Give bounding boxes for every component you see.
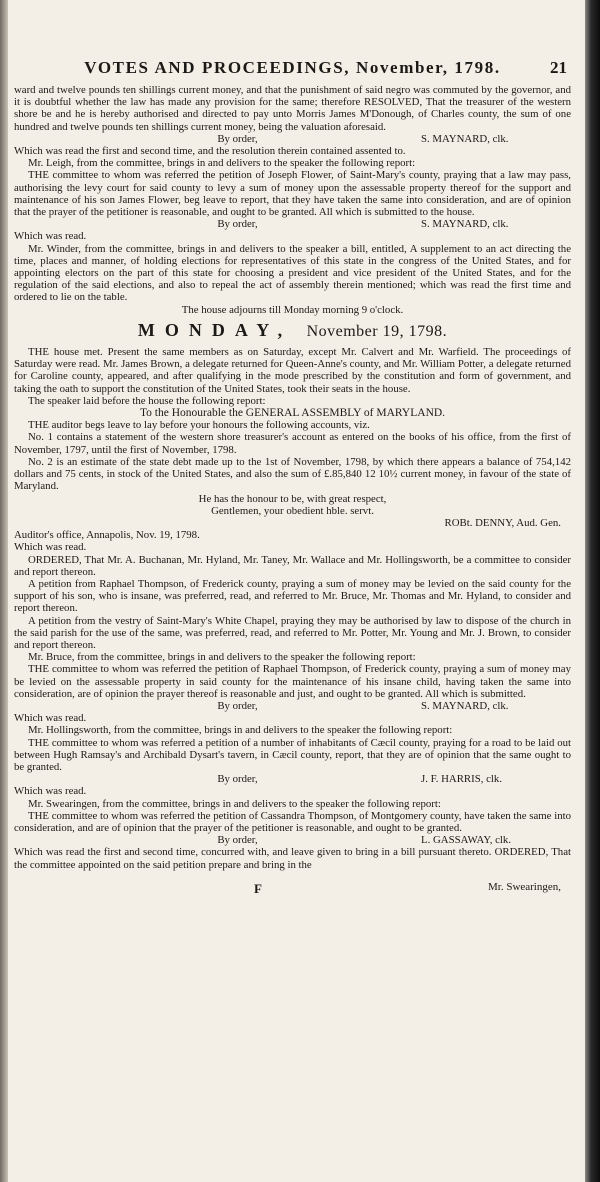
clerk-name: J. F. HARRIS, clk. <box>421 773 503 786</box>
running-head: VOTES AND PROCEEDINGS, November, 1798. <box>84 58 501 77</box>
letter-closing: He has the honour to be, with great respect, <box>198 492 387 505</box>
paragraph: A petition from the vestry of Saint-Mary's White Chapel, praying they may be authorised by law to dispose of the church in the said parish for the use of the same, was preferred, read, and referred to Mr. Potter, Mr. Young and Mr. J. Brown, to consider and report thereon. <box>14 614 571 651</box>
paragraph: THE committee to whom was referred the petition of Cassandra Thompson, of Montgomery county, have taken the same into consideration, and are of opinion that the prayer of the petitioner is reasonable, and ought to be granted. <box>14 809 571 834</box>
by-order: By order, <box>217 132 258 145</box>
catchword: Mr. Swearingen, <box>487 880 561 893</box>
by-order: By order, <box>217 773 258 786</box>
day-name: MONDAY, <box>137 319 293 340</box>
paragraph: THE committee to whom was referred the petition of Raphael Thompson, of Frederick county, praying a sum of money may be levied on the assessable property in said county for the maintenance of his insane child, having taken the same into consideration, are of opinion the prayer thereof is reasonable and just, and ought to be granted. All which is submitted. <box>14 663 571 700</box>
signature-line <box>14 773 571 785</box>
paragraph: A petition from Raphael Thompson, of Frederick county, praying a sum of money may be levied on the said county for the support of his son, who is insane, was preferred, read, and referred to Mr. Bruce, Mr. Thomas and Mr. Hyland, to consider and report thereon. <box>14 577 571 615</box>
clerk-name: S. MAYNARD, clk. <box>421 218 509 231</box>
binding-gutter <box>0 0 8 1182</box>
page-header <box>14 58 571 84</box>
signature-line <box>14 218 571 230</box>
paragraph: No. 1 contains a statement of the western shore treasurer's account as entered on the books of his office, from the first of November, 1797, until the first of November, 1798. <box>14 431 571 456</box>
by-order: By order, <box>217 699 258 712</box>
paragraph: Mr. Bruce, from the committee, brings in and delivers to the speaker the following report: <box>28 651 416 664</box>
paragraph: No. 2 is an estimate of the state debt made up to the 1st of November, 1798, by which there appears a balance of 754,142 dollars and 75 cents, in stock of the United States, and also the sum of £.85,840 12 10½ current money, in favour of the state of Maryland. <box>14 455 571 493</box>
paragraph: Which was read. <box>14 541 87 554</box>
letter-address: To the Honourable the GENERAL ASSEMBLY of MARYLAND. <box>139 407 446 420</box>
page-edge-shadow <box>585 0 600 1182</box>
day-heading <box>14 319 571 340</box>
paragraph: THE house met. Present the same members as on Saturday, except Mr. Calvert and Mr. Warfield. The proceedings of Saturday were read. Mr. James Brown, a delegate returned for Queen-Anne's county, and Mr. William Potter, a delegate returned for Caroline county, appeared, and after qualifying in the mode prescribed by the constitution and form of government, and taking the oath to support the constitution of the United States, took their seats in the house. <box>14 346 571 395</box>
page-footer <box>14 881 571 897</box>
paragraph: Which was read the first and second time, and the resolution therein contained assented to. <box>14 145 406 158</box>
page-number: 21 <box>550 58 567 77</box>
paragraph: Mr. Swearingen, from the committee, brings in and delivers to the speaker the following report: <box>28 797 441 810</box>
by-order: By order, <box>217 834 258 847</box>
paragraph: Which was read the first and second time, concurred with, and leave given to bring in a bill pursuant thereto. ORDERED, That the committee appointed on the said petition prepare and bring in the <box>14 846 571 871</box>
paragraph: THE committee to whom was referred a petition of a number of inhabitants of Cæcil county, praying for a road to be laid out between Hugh Ramsay's and Archibald Dysart's tavern, in Cæcil county, report, that they are of opinion that the same ought to be granted. <box>14 736 571 773</box>
paragraph: THE committee to whom was referred the petition of Joseph Flower, of Saint-Mary's county, praying that a law may pass, authorising the levy court for said county to levy a sum of money upon the assessable property thereof for the support and maintenance of his son James Flower, beg leave to report, that they have taken the same into consideration, and are of opinion that the prayer of the petitioner is reasonable, and ought to be granted. All which is submitted to the house. <box>14 169 571 219</box>
letter-closing: Gentlemen, your obedient hble. servt. <box>211 504 374 517</box>
paragraph: Mr. Leigh, from the committee, brings in and delivers to the speaker the following report: <box>28 157 416 170</box>
body-text <box>14 84 571 871</box>
paragraph: Mr. Hollingsworth, from the committee, brings in and delivers to the speaker the following report: <box>28 724 453 737</box>
signature-mark: F <box>254 880 262 896</box>
paragraph: Which was read. <box>14 785 87 798</box>
paragraph: ward and twelve pounds ten shillings current money, and that the punishment of said negro was commuted by the governor, and it is doubtful whether the law has made any provision for the same; therefore RESOLVED, That the treasurer of the western shore be and he is hereby authorised and directed to pay unto Morris James M'Donough, of Charles county, the sum of one hundred and twelve pounds ten shillings current money, being the valuation aforesaid. <box>14 84 571 133</box>
signature-line <box>14 834 571 846</box>
adjournment-line: The house adjourns till Monday morning 9 o'clock. <box>181 303 404 316</box>
paragraph: The speaker laid before the house the following report: <box>28 394 266 407</box>
paragraph: THE auditor begs leave to lay before your honours the following accounts, viz. <box>28 419 370 432</box>
day-date: November 19, 1798. <box>306 322 448 340</box>
paragraph: ORDERED, That Mr. A. Buchanan, Mr. Hyland, Mr. Taney, Mr. Wallace and Mr. Hollingsworth, be a committee to consider and report thereon. <box>14 553 571 578</box>
clerk-name: L. GASSAWAY, clk. <box>421 834 512 847</box>
paragraph: Which was read. <box>14 230 87 243</box>
signature-line <box>14 133 571 145</box>
clerk-name: S. MAYNARD, clk. <box>421 132 509 145</box>
paragraph: Which was read. <box>14 712 87 725</box>
signature-line <box>14 700 571 712</box>
paragraph: Mr. Winder, from the committee, brings in and delivers to the speaker a bill, entitled, A supplement to an act directing the time, places and manner, of holding elections for representatives of this state in the congress of the United States, and for appointing electors on the part of this state for choosing a president and vice president of the United States, and for the regulation of the said elections, and also to repeal the act of assembly therein mentioned; which was read the first time and ordered to lie on the table. <box>14 242 571 304</box>
clerk-name: S. MAYNARD, clk. <box>421 699 509 712</box>
letter-dateline: Auditor's office, Annapolis, Nov. 19, 1798. <box>14 529 200 542</box>
by-order: By order, <box>217 218 258 231</box>
auditor-signature: ROBt. DENNY, Aud. Gen. <box>444 516 561 529</box>
